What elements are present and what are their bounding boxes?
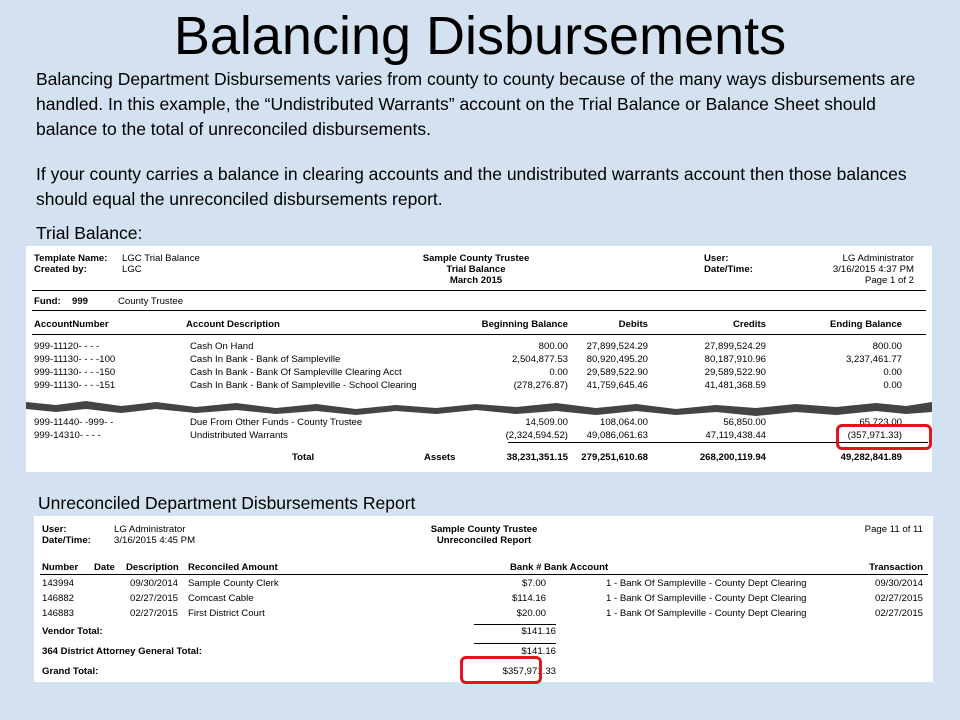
datetime-value: 3/16/2015 4:37 PM <box>832 264 914 275</box>
divider <box>32 334 926 335</box>
disbursement-description: Comcast Cable <box>188 593 254 604</box>
report-period: March 2015 <box>449 275 503 286</box>
grand-total: $357,971.33 <box>502 666 556 677</box>
disbursement-amount: $114.16 <box>512 593 546 604</box>
vendor-total-label: Vendor Total: <box>42 626 103 637</box>
table-row <box>34 417 924 431</box>
account-number: 999-11440- -999- - <box>34 417 114 428</box>
transaction-date: 02/27/2015 <box>874 608 923 619</box>
total-section: Assets <box>424 452 456 463</box>
report-org: Sample County Trustee <box>430 524 538 535</box>
transaction-date: 09/30/2014 <box>874 578 923 589</box>
ending-balance: 0.00 <box>883 380 902 391</box>
divider <box>32 310 926 311</box>
debits: 27,899,524.29 <box>586 341 648 352</box>
account-description: Cash On Hand <box>190 341 254 352</box>
ending-balance: (357,971.33) <box>847 430 902 441</box>
col-account-description: Account Description <box>186 319 280 330</box>
table-row <box>34 593 933 607</box>
unreconciled-report-label: Unreconciled Department Disbursements Report <box>38 493 416 513</box>
total-ending-balance: 49,282,841.89 <box>840 452 902 463</box>
account-rows <box>34 341 924 397</box>
user-label: User: <box>704 253 729 264</box>
beginning-balance: (2,324,594.52) <box>505 430 568 441</box>
user-value: LG Administrator <box>842 253 914 264</box>
report-org: Sample County Trustee <box>422 253 530 264</box>
col-transaction: Transaction <box>869 562 923 573</box>
torn-page-break <box>26 396 932 418</box>
disbursement-description: First District Court <box>188 608 265 619</box>
account-number: 999-11130- - - -150 <box>34 367 116 378</box>
highlight-grand-total <box>460 656 542 684</box>
district-total-divider <box>474 643 556 644</box>
total-credits: 268,200,119.94 <box>699 452 766 463</box>
district-total: $141.16 <box>521 646 556 657</box>
trial-balance-label: Trial Balance: <box>36 223 143 243</box>
datetime-value: 3/16/2015 4:45 PM <box>114 535 196 546</box>
bank-account: 1 - Bank Of Sampleville - County Dept Clearing <box>606 608 807 619</box>
datetime-label: Date/Time: <box>704 264 753 275</box>
datetime-label: Date/Time: <box>42 535 91 546</box>
disbursement-number: 143994 <box>42 578 75 589</box>
total-label: Total <box>292 452 315 463</box>
debits: 49,086,061.63 <box>586 430 648 441</box>
disbursement-amount: $7.00 <box>521 578 546 589</box>
transaction-date: 02/27/2015 <box>874 593 923 604</box>
credits: 27,899,524.29 <box>704 341 766 352</box>
debits: 80,920,495.20 <box>586 354 648 365</box>
credits: 41,481,368.59 <box>704 380 766 391</box>
col-credits: Credits <box>732 319 766 330</box>
vendor-total-divider <box>474 624 556 625</box>
district-total-label: 364 District Attorney General Total: <box>42 646 202 657</box>
total-debits: 279,251,610.68 <box>581 452 648 463</box>
col-reconciled-amount: Reconciled Amount <box>188 562 278 573</box>
page-number: Page 11 of 11 <box>864 524 923 535</box>
account-number: 999-11120- - - - <box>34 341 100 352</box>
highlight-undistributed-warrants <box>836 424 932 450</box>
disbursement-date: 02/27/2015 <box>130 608 179 619</box>
table-row <box>34 578 933 592</box>
table-row <box>34 380 924 394</box>
account-number: 999-11130- - - -100 <box>34 354 116 365</box>
created-by: LGC <box>122 264 142 275</box>
divider <box>40 574 928 575</box>
ending-balance: 3,237,461.77 <box>845 354 902 365</box>
account-description: Cash In Bank - Bank of Sampleville <box>190 354 341 365</box>
beginning-balance: 0.00 <box>549 367 568 378</box>
col-debits: Debits <box>618 319 648 330</box>
trial-balance-report <box>26 246 932 472</box>
vendor-total: $141.16 <box>521 626 556 637</box>
user-label: User: <box>42 524 67 535</box>
template-name: LGC Trial Balance <box>122 253 200 264</box>
beginning-balance: (278,276.87) <box>513 380 568 391</box>
disbursement-description: Sample County Clerk <box>188 578 279 589</box>
col-number: Number <box>42 562 79 573</box>
fund-number: 999 <box>72 296 89 307</box>
beginning-balance: 14,509.00 <box>525 417 568 428</box>
credits: 47,119,438.44 <box>705 430 766 441</box>
account-number: 999-14310- - - - <box>34 430 101 441</box>
ending-balance: 65,723.00 <box>859 417 902 428</box>
account-description: Due From Other Funds - County Trustee <box>190 417 363 428</box>
credits: 80,187,910.96 <box>704 354 766 365</box>
credits: 29,589,522.90 <box>704 367 766 378</box>
col-ending-balance: Ending Balance <box>830 319 902 330</box>
table-row <box>34 367 924 381</box>
bank-account: 1 - Bank Of Sampleville - County Dept Clearing <box>606 593 807 604</box>
account-description: Undistributed Warrants <box>190 430 288 441</box>
col-bank-account: Bank Account <box>544 562 609 573</box>
disbursement-number: 146882 <box>42 593 75 604</box>
col-beginning-balance: Beginning Balance <box>481 319 568 330</box>
account-description: Cash In Bank - Bank of Sampleville - School Clearing <box>190 380 417 391</box>
created-by-label: Created by: <box>34 264 87 275</box>
credits: 56,850.00 <box>723 417 766 428</box>
table-row <box>34 341 924 355</box>
disbursement-number: 146883 <box>42 608 75 619</box>
beginning-balance: 2,504,877.53 <box>511 354 568 365</box>
fund-name: County Trustee <box>118 296 184 307</box>
divider <box>32 290 926 291</box>
disbursement-amount: $20.00 <box>516 608 546 619</box>
grand-total-label: Grand Total: <box>42 666 99 677</box>
ending-balance: 800.00 <box>872 341 902 352</box>
disbursement-date: 02/27/2015 <box>130 593 179 604</box>
beginning-balance: 800.00 <box>538 341 568 352</box>
table-row <box>34 354 924 368</box>
template-name-label: Template Name: <box>34 253 108 264</box>
col-bank-number: Bank # <box>510 562 542 573</box>
account-description: Cash In Bank - Bank Of Sampleville Clearing Acct <box>190 367 402 378</box>
unreconciled-report <box>34 516 933 682</box>
bank-account: 1 - Bank Of Sampleville - County Dept Clearing <box>606 578 807 589</box>
user-value: LG Administrator <box>114 524 186 535</box>
table-row <box>34 608 933 622</box>
fund-label: Fund: <box>34 296 61 307</box>
total-beginning-balance: 38,231,351.15 <box>506 452 568 463</box>
account-number: 999-11130- - - -151 <box>34 380 116 391</box>
report-name: Unreconciled Report <box>436 535 532 546</box>
debits: 108,064.00 <box>599 417 648 428</box>
debits: 41,759,645.46 <box>586 380 648 391</box>
clearing-paragraph: If your county carries a balance in clearing accounts and the undistributed warrants account then those balances should equal the unreconciled disbursements report. <box>36 164 907 209</box>
disbursement-date: 09/30/2014 <box>130 578 179 589</box>
report-name: Trial Balance <box>446 264 506 275</box>
debits: 29,589,522.90 <box>586 367 648 378</box>
intro-paragraph: Balancing Department Disbursements varies from county to county because of the many ways disbursements are handled. In this example, the “Undistributed Warrants” account on the Trial Balance or Balance Sheet should balance to the total of unreconciled disbursements. <box>36 69 916 139</box>
col-date: Date <box>94 562 115 573</box>
col-description: Description <box>126 562 179 573</box>
col-account-number: AccountNumber <box>34 319 109 330</box>
slide-title: Balancing Disbursements <box>173 6 787 66</box>
page-number: Page 1 of 2 <box>864 275 914 286</box>
ending-balance: 0.00 <box>883 367 902 378</box>
